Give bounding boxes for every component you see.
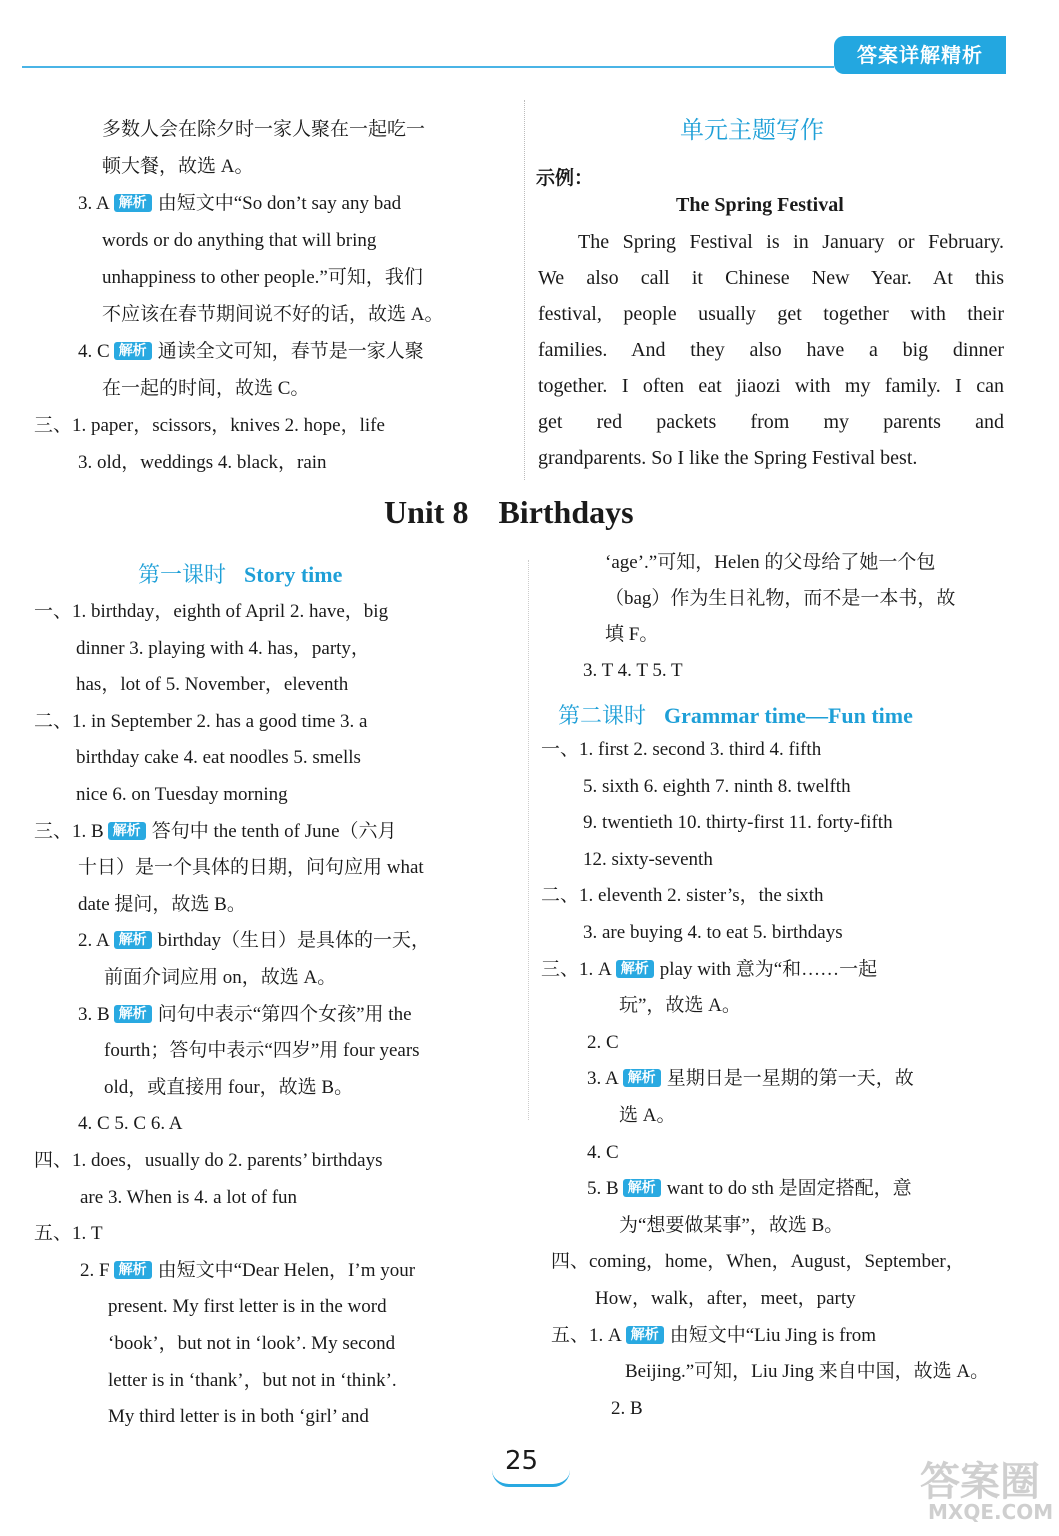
answer-number: 3. B [78, 1003, 110, 1025]
answer-line [605, 587, 955, 611]
answer-line [583, 848, 713, 872]
answer-line [605, 623, 658, 647]
answer-line [587, 1177, 912, 1201]
answer-line [76, 783, 288, 807]
answer-text: dinner 3. playing with 4. has，party， [76, 637, 370, 659]
answer-line [34, 1149, 382, 1173]
lesson-1-en: Story time [244, 562, 343, 587]
answer-text: How，walk，after，meet，party [595, 1288, 856, 1309]
column-divider-top [524, 100, 525, 480]
answer-line [104, 1076, 353, 1100]
answer-text: 3. old，weddings 4. black，rain [78, 452, 327, 473]
analysis-badge: 解析 [114, 1261, 152, 1279]
answer-text: are 3. When is 4. a lot of fun [80, 1186, 298, 1208]
page-number-swoosh [492, 1470, 570, 1487]
column-divider-bottom [528, 560, 529, 1120]
essay-line: get red packets from my parents and [538, 411, 1004, 433]
answer-number: 4. C [78, 341, 110, 362]
essay-body [538, 224, 1004, 476]
answer-line [78, 340, 424, 364]
answer-line [541, 958, 877, 982]
answer-text: ‘book’，but not in ‘look’. My second [108, 1333, 396, 1354]
analysis-text: 问句中表示“第四个女孩”用 the [157, 1003, 412, 1025]
answer-line [34, 820, 397, 844]
answer-line [551, 1250, 965, 1274]
essay-line: grandparents. So I like the Spring Festival best. [538, 447, 918, 469]
answer-line [619, 994, 741, 1018]
analysis-text: 星期日是一星期的第一天，故 [666, 1068, 914, 1090]
answer-line [34, 710, 368, 734]
analysis-badge: 解析 [623, 1179, 661, 1197]
answer-text: 4. C 5. C 6. A [78, 1113, 183, 1135]
answer-text: （bag）作为生日礼物，而不是一本书，故 [605, 588, 956, 609]
answer-line [80, 1259, 415, 1283]
answer-text: 二、1. in September 2. has a good time 3. a [34, 710, 368, 732]
essay-line: We also call it Chinese New Year. At this [538, 267, 1004, 289]
answer-text: 12. sixty-seventh [583, 848, 713, 870]
answer-text: 9. twentieth 10. thirty-first 11. forty-fifth [583, 812, 893, 834]
answer-line [34, 414, 385, 438]
answer-line [583, 775, 851, 799]
analysis-text: want to do sth 是固定搭配，意 [666, 1178, 912, 1200]
answer-text: My third letter is in both ‘girl’ and [108, 1406, 369, 1428]
answer-text: 3. are buying 4. to eat 5. birthdays [583, 922, 843, 943]
answer-line [541, 884, 824, 908]
lesson-2-heading [558, 699, 913, 730]
answer-text: 选 A。 [619, 1105, 676, 1126]
answer-number: 3. A [587, 1068, 619, 1090]
answer-number: 3. A [78, 193, 110, 214]
answer-line [102, 303, 443, 327]
answer-text: Beijing.”可知，Liu Jing 来自中国，故选 A。 [625, 1361, 990, 1383]
header-tab: 答案详解精析 [834, 36, 1006, 74]
answer-line [102, 118, 425, 142]
answer-number: 5. B [587, 1178, 619, 1200]
answer-number: 三、1. A [541, 958, 612, 980]
answer-line [102, 266, 423, 290]
analysis-text: 由短文中“So don’t say any bad [157, 193, 402, 214]
answer-line [587, 1141, 619, 1165]
answer-text: has，lot of 5. November，eleventh [76, 674, 349, 696]
unit-label: Unit 8 [384, 494, 469, 530]
answer-line [551, 1324, 876, 1348]
answer-line [76, 673, 348, 697]
unit-name: Birthdays [498, 494, 634, 530]
answer-line [619, 1214, 843, 1238]
answer-text: present. My first letter is in the word [108, 1296, 387, 1318]
watermark-logo: 答案圈 [920, 1459, 1040, 1505]
answer-line [78, 1003, 412, 1027]
answer-line [102, 229, 376, 253]
analysis-badge: 解析 [114, 194, 152, 212]
answer-text: old，或直接用 four，故选 B。 [104, 1076, 354, 1098]
analysis-text: birthday（生日）是具体的一天， [157, 930, 431, 952]
analysis-badge: 解析 [616, 960, 654, 978]
answer-text: unhappiness to other people.”可知，我们 [102, 267, 423, 288]
answer-text: 2. B [611, 1397, 643, 1419]
answer-text: birthday cake 4. eat noodles 5. smells [76, 747, 361, 769]
analysis-badge: 解析 [114, 931, 152, 949]
analysis-badge: 解析 [626, 1326, 664, 1344]
answer-line [583, 659, 683, 683]
writing-section-title: 单元主题写作 [680, 116, 824, 144]
answer-line [108, 1405, 369, 1429]
answer-line [34, 600, 388, 624]
essay-line: The Spring Festival is in January or February. [578, 231, 1004, 253]
essay-title: The Spring Festival [676, 194, 844, 216]
answer-text: 顿大餐，故选 A。 [102, 156, 254, 177]
answer-line [76, 746, 361, 770]
answer-text: 四、coming，home，When，August，September， [551, 1251, 965, 1273]
answer-line [78, 451, 327, 475]
answer-line [541, 738, 821, 762]
answer-line [595, 1287, 856, 1311]
answer-number: 三、1. B [34, 820, 104, 842]
answer-text: 一、1. first 2. second 3. third 4. fifth [541, 739, 822, 760]
essay-line: families. And they also have a big dinner [538, 339, 1004, 361]
answer-text: 二、1. eleventh 2. sister’s，the sixth [541, 885, 824, 907]
answer-line [605, 551, 935, 575]
lesson-1-heading [138, 558, 342, 589]
answer-line [78, 929, 430, 953]
answer-line [625, 1360, 989, 1384]
answer-line [78, 893, 246, 917]
answer-line [108, 1295, 387, 1319]
answer-line [80, 1186, 297, 1210]
answer-text: 3. T 4. T 5. T [583, 660, 683, 681]
lesson-1-cn: 第一课时 [138, 563, 227, 588]
page-number: 25 [505, 1446, 539, 1476]
answer-line [76, 637, 370, 661]
answer-text: 四、1. does，usually do 2. parents’ birthdays [34, 1150, 383, 1171]
answer-line [102, 377, 309, 401]
answer-text: 多数人会在除夕时一家人聚在一起吃一 [102, 119, 426, 140]
lesson-2-en: Grammar time—Fun time [664, 703, 913, 728]
lesson-2-cn: 第二课时 [558, 704, 647, 729]
answer-text: nice 6. on Tuesday morning [76, 784, 288, 805]
header-rule [22, 66, 834, 68]
answer-line [108, 1332, 395, 1356]
answer-line [587, 1031, 619, 1055]
analysis-badge: 解析 [114, 342, 152, 360]
answer-line [78, 1112, 183, 1136]
answer-text: ‘age’.”可知，Helen 的父母给了她一个包 [605, 552, 936, 573]
answer-line [102, 155, 253, 179]
answer-text: date 提问，故选 B。 [78, 893, 246, 915]
answer-text: 前面介词应用 on，故选 A。 [104, 967, 337, 988]
answer-number: 五、1. A [551, 1324, 622, 1346]
answer-line [619, 1104, 675, 1128]
answer-line [78, 192, 401, 216]
answer-text: 2. C [587, 1031, 619, 1053]
answer-line [587, 1067, 914, 1091]
analysis-badge: 解析 [108, 822, 146, 840]
answer-number: 2. A [78, 930, 110, 952]
answer-text: 4. C [587, 1141, 619, 1163]
answer-text: 一、1. birthday，eighth of April 2. have，big [34, 601, 389, 622]
essay-line: festival, people usually get together with their [538, 303, 1004, 325]
answer-line [583, 921, 843, 945]
analysis-text: play with 意为“和……一起 [659, 958, 878, 980]
analysis-badge: 解析 [114, 1005, 152, 1023]
answer-text: 五、1. T [34, 1223, 103, 1245]
answer-text: letter is in ‘thank’，but not in ‘think’. [108, 1369, 397, 1391]
answer-text: fourth；答句中表示“四岁”用 four years [104, 1040, 420, 1062]
answer-line [583, 811, 893, 835]
sample-label: 示例： [536, 167, 594, 189]
analysis-text: 答句中 the tenth of June（六月 [151, 820, 397, 842]
answer-text: 填 F。 [605, 624, 659, 645]
answer-text: 5. sixth 6. eighth 7. ninth 8. twelfth [583, 775, 851, 797]
unit-title [384, 494, 634, 531]
answer-text: 在一起的时间，故选 C。 [102, 378, 310, 399]
answer-text: 不应该在春节期间说不好的话，故选 A。 [102, 304, 444, 325]
answer-line [104, 1039, 420, 1063]
watermark-url: MXQE.COM [928, 1500, 1054, 1524]
analysis-text: 由短文中“Dear Helen，I’m your [157, 1259, 416, 1281]
answer-line [78, 856, 424, 880]
answer-text: 玩”，故选 A。 [619, 995, 741, 1017]
answer-line [34, 1222, 103, 1246]
answer-line [611, 1397, 643, 1421]
answer-text: words or do anything that will bring [102, 230, 377, 251]
answer-line [108, 1369, 397, 1393]
analysis-text: 通读全文可知，春节是一家人聚 [157, 341, 424, 362]
answer-text: 三、1. paper，scissors，knives 2. hope，life [34, 415, 385, 436]
answer-text: 十日）是一个具体的日期，问句应用 what [78, 857, 424, 879]
analysis-badge: 解析 [623, 1069, 661, 1087]
answer-number: 2. F [80, 1259, 110, 1281]
essay-line: together. I often eat jiaozi with my family. I can [538, 375, 1004, 397]
analysis-text: 由短文中“Liu Jing is from [669, 1324, 877, 1346]
answer-text: 为“想要做某事”，故选 B。 [619, 1214, 844, 1236]
answer-line [104, 966, 336, 990]
